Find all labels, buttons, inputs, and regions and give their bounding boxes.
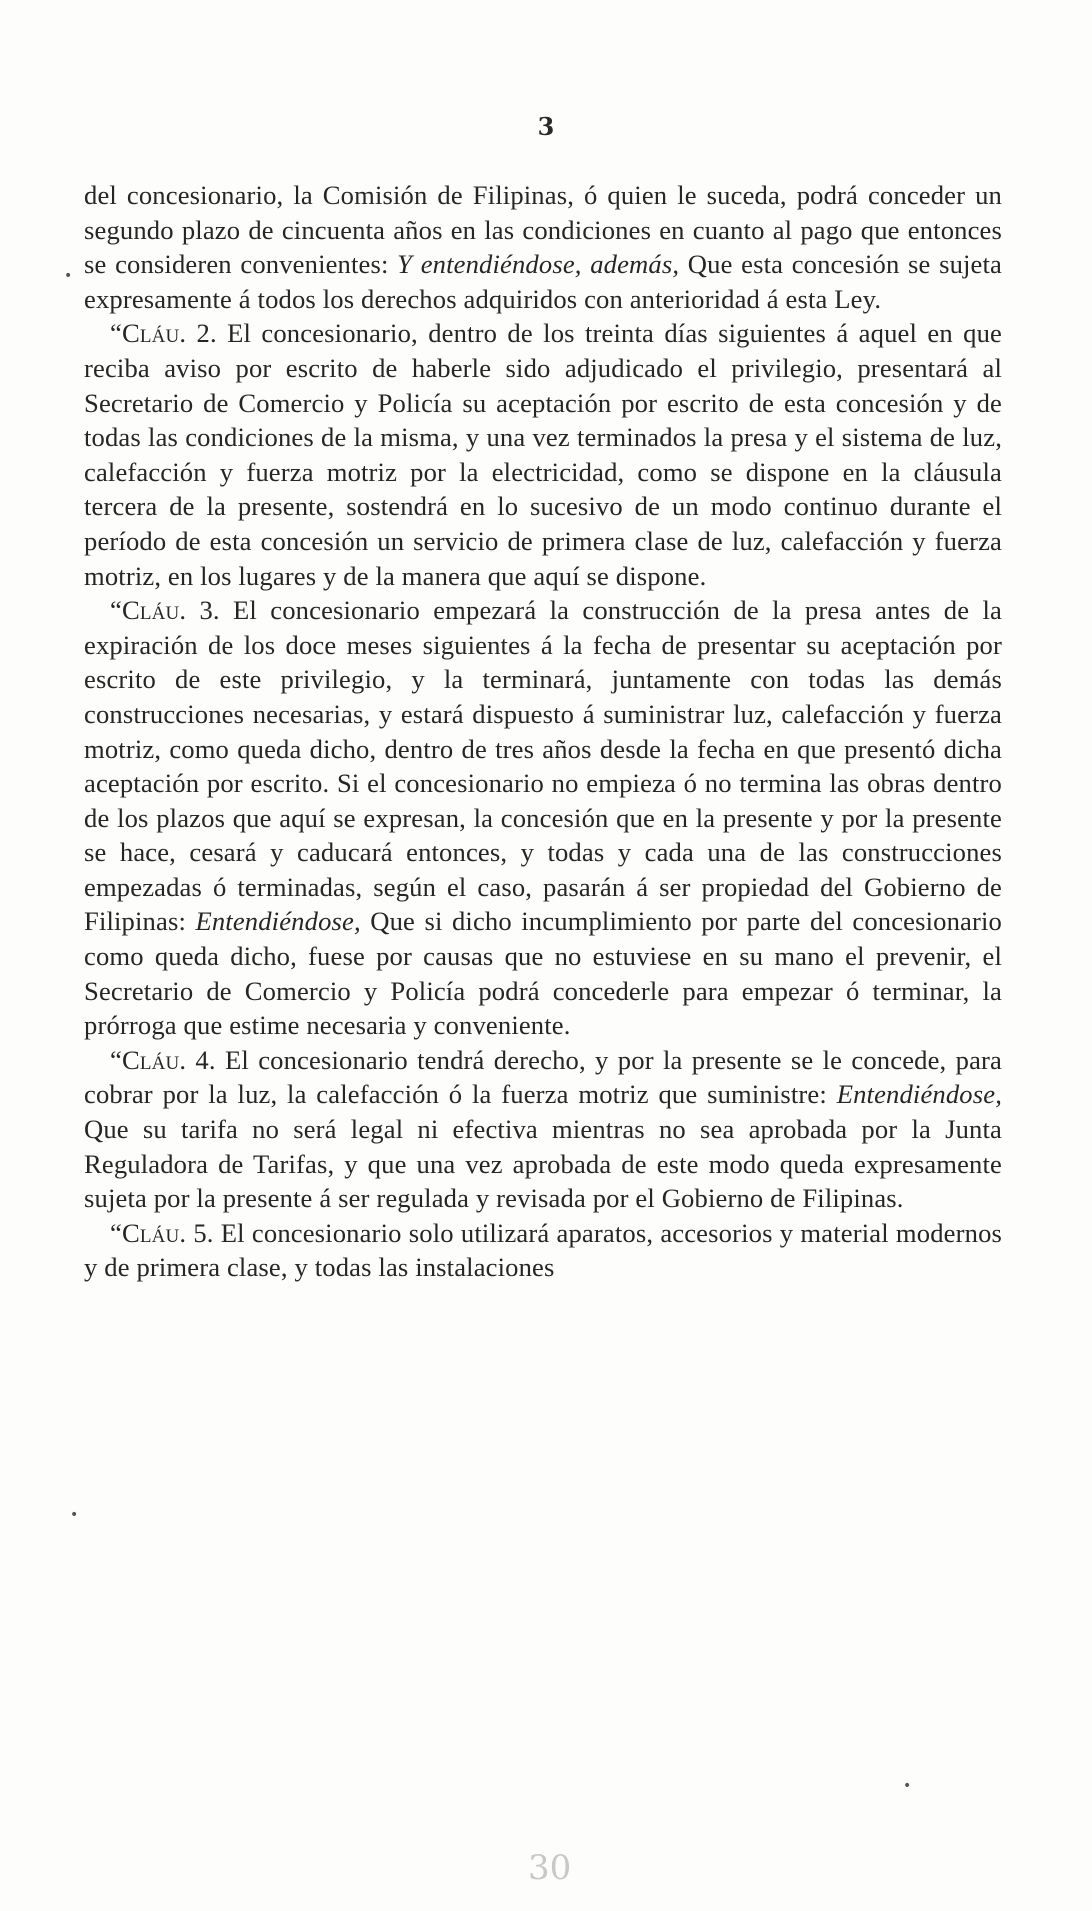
clause-label: “Cláu. 2. <box>110 318 217 349</box>
footer-stamp-mark: 30 <box>528 1848 572 1888</box>
clause-3: “Cláu. 3. El concesionario empezará la construcción de la presa antes de la expiración de los doce meses siguientes á la fecha de presentar su aceptación por escrito de este privilegio, y la terminará, juntamente con todas las demás construcciones necesarias, y estará dispuesto á suministrar luz, calefacción y fuerza motriz, como queda dicho, dentro de tres años desde la fecha en que presentó dicha aceptación por escrito. Si el concesionario no empieza ó no termina las obras dentro de los plazos que aquí se expresan, la concesión que en la presente y por la presente se hace, cesará y caducará entonces, y todas y cada una de las construcciones empezadas ó terminadas, según el caso, pasarán á ser propiedad del Gobierno de Filipinas: Entendiéndose, Que si dicho incumplimiento por parte del concesionario como queda dicho, fuese por causas que no estuviese en su mano el prevenir, el Secretario de Comercio y Policía podrá concederle para empezar ó terminar, la prórroga que estime necesaria y conveniente. <box>84 595 1002 1041</box>
margin-dot-mark: • <box>903 1778 912 1794</box>
clause-label: “Cláu. 4. <box>110 1044 216 1075</box>
italic-proviso: Y entendiéndose, además, <box>397 249 680 280</box>
clause-label: “Cláu. 3. <box>110 595 220 626</box>
clause-label: “Cláu. 5. <box>110 1217 214 1248</box>
margin-dot-mark: • <box>70 1507 79 1523</box>
italic-proviso: Entendiéndose, <box>836 1079 1002 1110</box>
body-text <box>84 178 1002 1285</box>
paragraph-continuation: del concesionario, la Comisión de Filipinas, ó quien le suceda, podrá conceder un segundo plazo de cincuenta años en las condiciones en cuanto al pago que entonces se consideren convenientes: Y entendiéndose, además, Que esta concesión se sujeta expresamente á todos los derechos adquiridos con anterioridad á esta Ley. <box>84 180 1002 314</box>
clause-5: “Cláu. 5. El concesionario solo utilizará aparatos, accesorios y material modernos y de primera clase, y todas las instalaciones <box>84 1217 1003 1283</box>
italic-proviso: Entendiéndose, <box>195 906 361 937</box>
clause-2: “Cláu. 2. El concesionario, dentro de los treinta días siguientes á aquel en que reciba aviso por escrito de haberle sido adjudicado el privilegio, presentará al Secretario de Comercio y Policía su aceptación por escrito de esta concesión y de todas las condiciones de la misma, y una vez terminados la presa y el sistema de luz, calefacción y fuerza motriz por la electricidad, como se dispone en la cláusula tercera de la presente, sostendrá en lo sucesivo de un modo continuo durante el período de esta concesión un servicio de primera clase de luz, calefacción y fuerza motriz, en los lugares y de la manera que aquí se dispone. <box>84 318 1002 591</box>
margin-dot-mark: • <box>64 268 73 284</box>
clause-4: “Cláu. 4. El concesionario tendrá derecho, y por la presente se le concede, para cobrar por la luz, la calefacción ó la fuerza motriz que suministre: Entendiéndose, Que su tarifa no será legal ni efectiva mientras no sea aprobada por la Junta Reguladora de Tarifas, y que una vez aprobada de este modo queda expresamente sujeta por la presente á ser regulada y revisada por el Gobierno de Filipinas. <box>84 1044 1002 1214</box>
page-number: 3 <box>537 112 555 141</box>
